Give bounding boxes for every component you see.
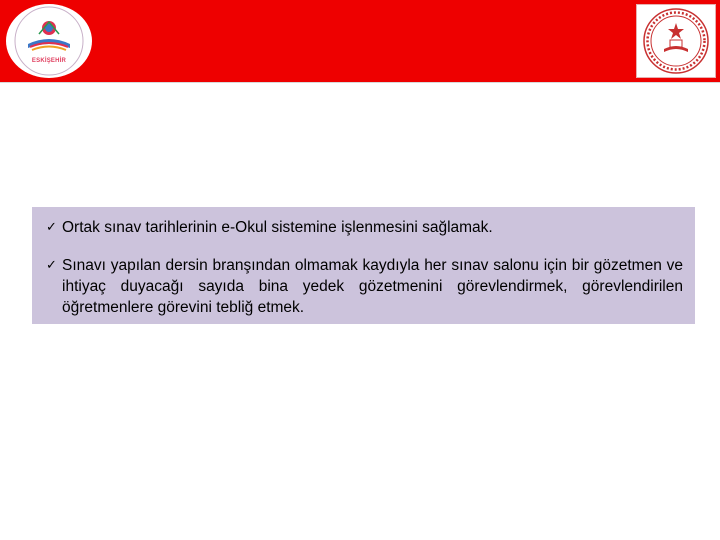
logo-caption: ESKİŞEHİR [31, 58, 67, 64]
list-item [46, 217, 683, 238]
list-item-text: Ortak sınav tarihlerinin e-Okul sistemine işlenmesini sağlamak. [62, 219, 493, 236]
checkmark-icon: ✓ [46, 258, 57, 273]
content-box [32, 207, 695, 324]
ministry-of-education-seal-icon [637, 5, 715, 77]
list-item [46, 255, 683, 318]
checkmark-icon: ✓ [46, 220, 57, 235]
provincial-education-logo [6, 4, 92, 78]
header-banner [0, 0, 720, 83]
list-item-text: Sınavı yapılan dersin branşından olmamak kaydıyla her sınav salonu için bir gözetmen ve ihtiyaç duyacağı sayıda bina yedek gözetmenini görevlendirmek, görevlendirilen öğretmenlere görevini tebliğ etmek. [62, 257, 683, 316]
ministry-seal [636, 4, 716, 78]
provincial-education-logo-icon [6, 4, 92, 78]
